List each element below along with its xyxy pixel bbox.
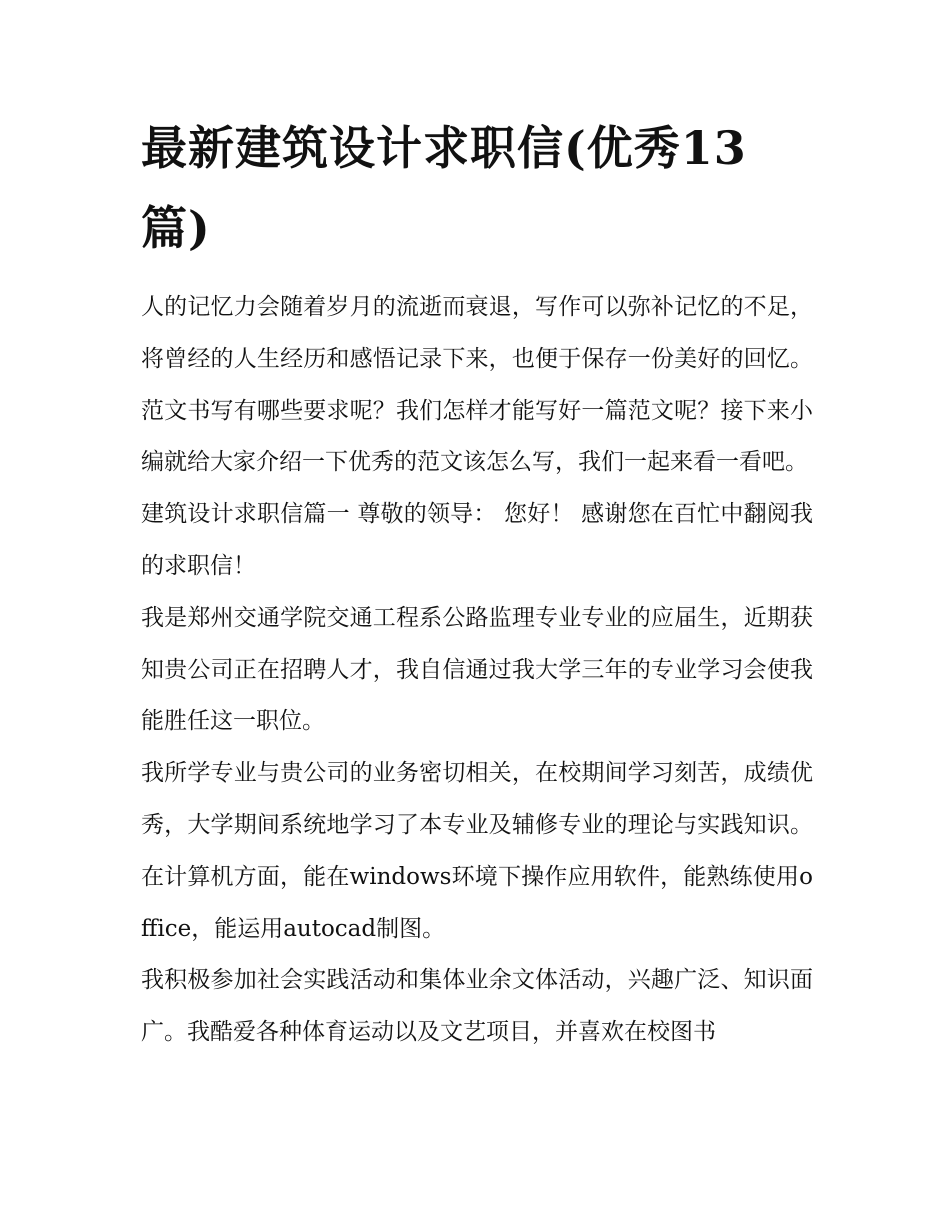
intro-paragraph: 人的记忆力会随着岁月的流逝而衰退，写作可以弥补记忆的不足，将曾经的人生经历和感悟记录下来，也便于保存一份美好的回忆。范文书写有哪些要求呢？我们怎样才能写好一篇范文呢？接下来小编就给大家介绍一下优秀的范文该怎么写，我们一起来看一看吧。: [141, 294, 813, 476]
education-paragraph: 我是郑州交通学院交通工程系公路监理专业专业的应届生，近期获知贵公司正在招聘人才，我自信通过我大学三年的专业学习会使我能胜任这一职位。: [141, 604, 813, 735]
activities-paragraph: 我积极参加社会实践活动和集体业余文体活动，兴趣广泛、知识面广。我酷爱各种体育运动以及文艺项目，并喜欢在校图书: [141, 967, 813, 1046]
greeting-paragraph: 建筑设计求职信篇一 尊敬的领导： 您好！ 感谢您在百忙中翻阅我的求职信！: [141, 501, 813, 579]
skills-paragraph: 我所学专业与贵公司的业务密切相关，在校期间学习刻苦，成绩优秀，大学期间系统地学习了本专业及辅修专业的理论与实践知识。在计算机方面，能在windows环境下操作应用软件，能熟练使用office，能运用autocad制图。: [141, 760, 813, 942]
document-body: [141, 108, 813, 1059]
document-title: 最新建筑设计求职信(优秀13篇): [141, 121, 747, 255]
